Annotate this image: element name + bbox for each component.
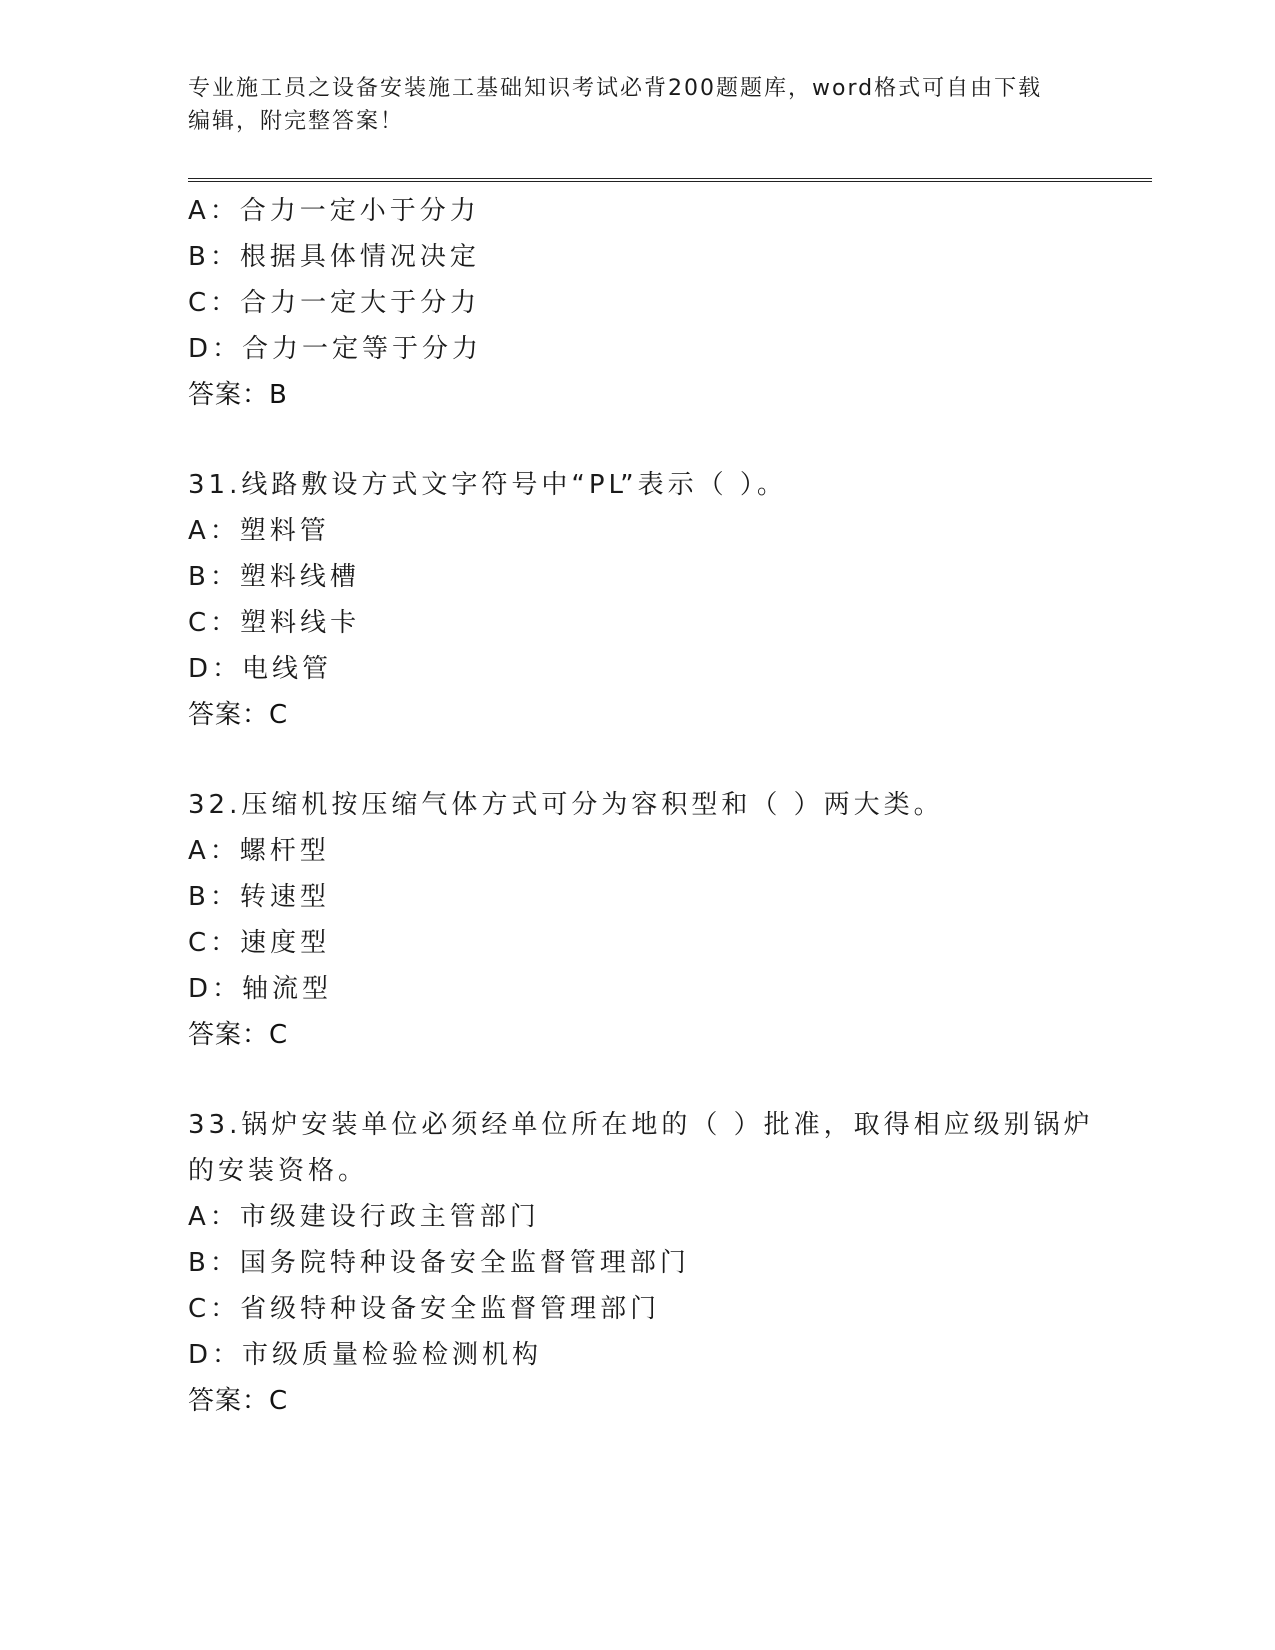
question-30-option-c: C：合力一定大于分力	[188, 288, 481, 318]
question-32-text: 32.压缩机按压缩气体方式可分为容积型和（ ）两大类。	[188, 790, 944, 820]
question-33-answer: 答案：C	[188, 1386, 289, 1416]
question-33-text-line-1: 33.锅炉安装单位必须经单位所在地的（ ）批准，取得相应级别锅炉	[188, 1110, 1094, 1140]
question-31-option-a: A：塑料管	[188, 516, 330, 546]
question-33-option-d: D：市级质量检验检测机构	[188, 1340, 543, 1370]
question-32-answer: 答案：C	[188, 1020, 289, 1050]
question-31-option-c: C：塑料线卡	[188, 608, 361, 638]
question-32-option-b: B：转速型	[188, 882, 330, 912]
question-31-option-b: B：塑料线槽	[188, 562, 360, 592]
question-33-option-a: A：市级建设行政主管部门	[188, 1202, 540, 1232]
question-30-option-a: A：合力一定小于分力	[188, 196, 480, 226]
question-33-block	[188, 1102, 1094, 1424]
question-32-option-d: D：轴流型	[188, 974, 333, 1004]
question-32-block	[188, 782, 1088, 1058]
question-33-option-c: C：省级特种设备安全监督管理部门	[188, 1294, 661, 1324]
question-32-option-a: A：螺杆型	[188, 836, 330, 866]
header-line-2: 编辑，附完整答案！	[188, 109, 405, 134]
question-31-text: 31.线路敷设方式文字符号中“PL”表示（ ）。	[188, 470, 787, 500]
question-30-option-b: B：根据具体情况决定	[188, 242, 480, 272]
question-30-answer: 答案：B	[188, 380, 288, 410]
question-33-text-line-2: 的安装资格。	[188, 1156, 369, 1186]
header-divider	[188, 178, 1152, 182]
question-list	[188, 188, 1094, 1424]
question-33-option-b: B：国务院特种设备安全监督管理部门	[188, 1248, 690, 1278]
question-32-option-c: C：速度型	[188, 928, 331, 958]
header-line-1: 专业施工员之设备安装施工基础知识考试必背200题题库，word格式可自由下载	[188, 76, 1043, 101]
document-header	[188, 72, 1068, 138]
question-31-option-d: D：电线管	[188, 654, 333, 684]
question-31-block	[188, 462, 1088, 738]
question-31-answer: 答案：C	[188, 700, 289, 730]
question-30-option-d: D：合力一定等于分力	[188, 334, 483, 364]
question-30-block	[188, 188, 1088, 418]
